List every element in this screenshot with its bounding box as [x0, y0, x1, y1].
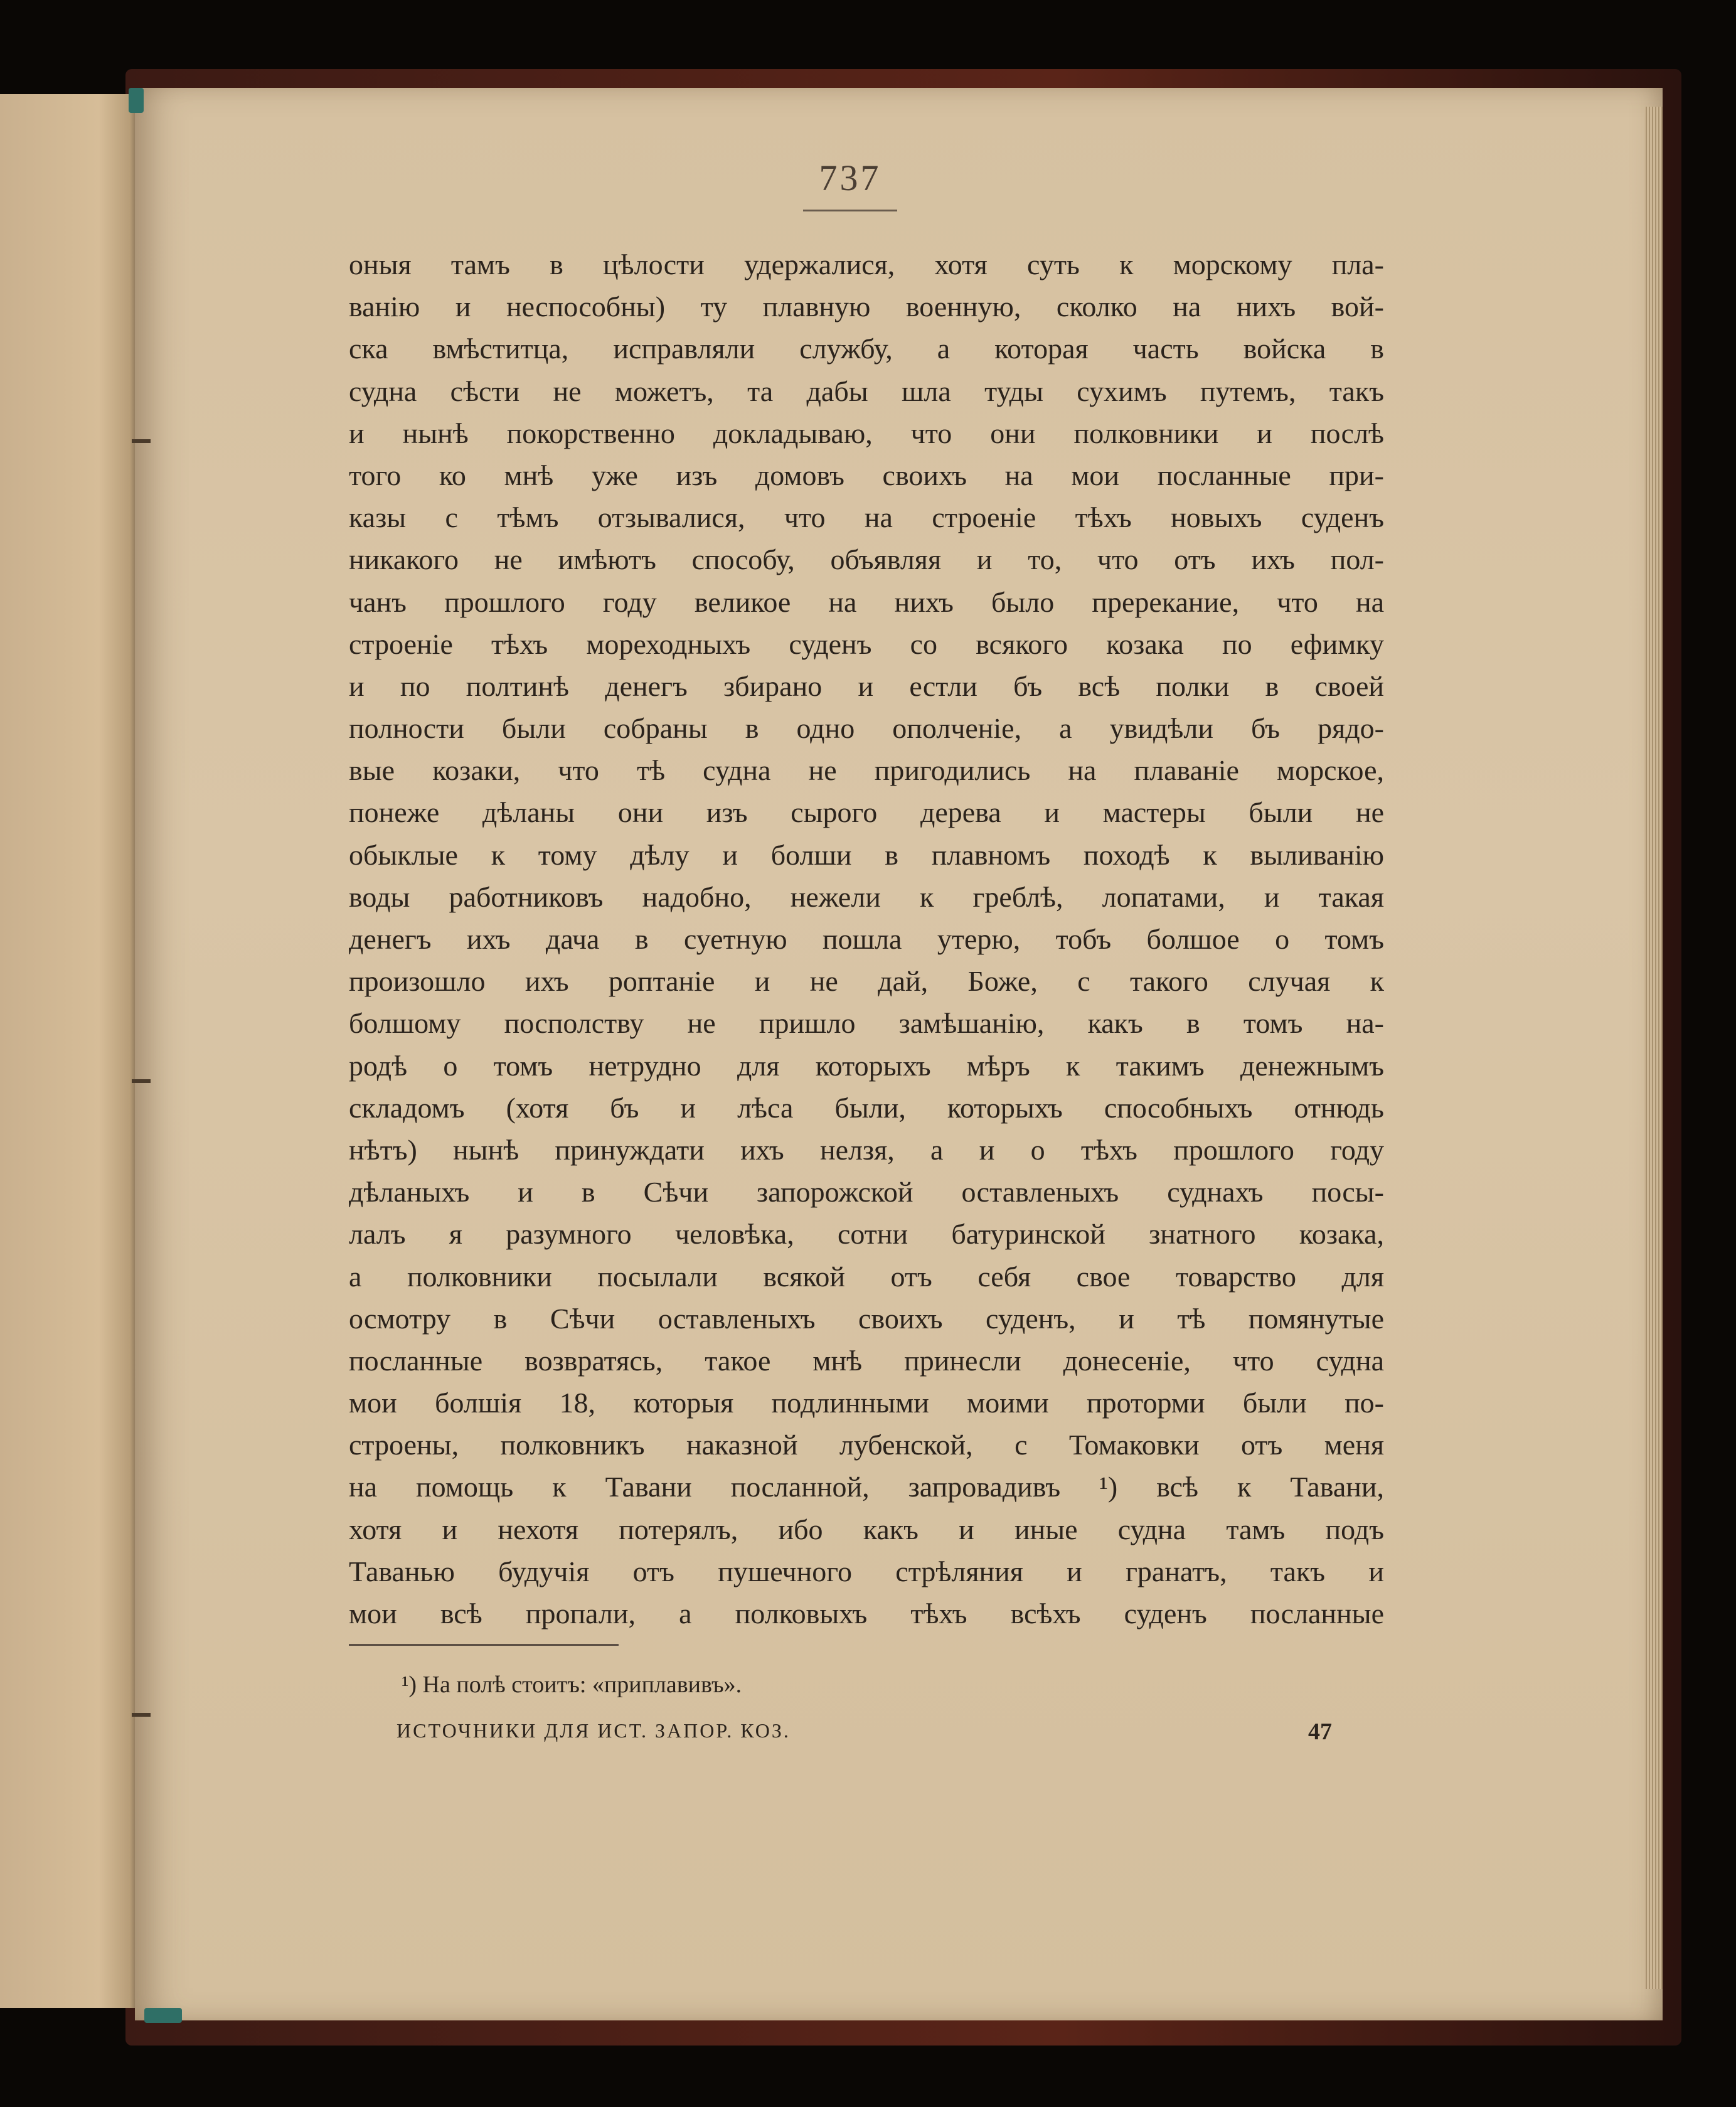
text-line: складомъ (хотя бъ и лѣса были, которыхъ способныхъ отнюдь [349, 1091, 1384, 1124]
text-line: лалъ я разумного человѣка, сотни батуринской знатного козака, [349, 1218, 1384, 1251]
page-number: 737 [819, 157, 881, 198]
footnote-rule [349, 1644, 619, 1646]
text-line: ванію и неспособны) ту плавную военную, сколко на нихъ вой- [349, 291, 1384, 323]
text-line: ска вмѣститца, исправляли службу, а которая часть войска в [349, 333, 1384, 365]
text-line: мои болшія 18, которыя подлинными моими проторми были по- [349, 1387, 1384, 1419]
spine-mark [132, 1079, 151, 1083]
text-line: и по полтинѣ денегъ збирано и естли бъ всѣ полки в своей [349, 669, 1384, 702]
binding-thread [144, 2008, 182, 2023]
text-line: осмотру в Сѣчи оставленыхъ своихъ суденъ, и тѣ помянутые [349, 1302, 1384, 1335]
text-line: того ко мнѣ уже изъ домовъ своихъ на мои посланные при- [349, 459, 1384, 491]
text-line: судна сѣсти не можетъ, та дабы шла туды сухимъ путемъ, такъ [349, 375, 1384, 407]
text-line: полности были собраны в одно ополченіе, а увидѣли бъ рядо- [349, 712, 1384, 745]
text-line: произошло ихъ роптаніе и не дай, Боже, с такого случая к [349, 965, 1384, 998]
text-line: болшому посполству не пришло замѣшанію, какъ в томъ на- [349, 1007, 1384, 1040]
text-line: воды работниковъ надобно, нежели к греблѣ, лопатами, и такая [349, 880, 1384, 913]
text-line: никакого не имѣютъ способу, объявляя и то, что отъ ихъ пол- [349, 543, 1384, 576]
body-text [349, 243, 1384, 1635]
text-line: строеніе тѣхъ мореходныхъ суденъ со всякого козака по ефимку [349, 627, 1384, 660]
text-line: родѣ о томъ нетрудно для которыхъ мѣръ к такимъ денежнымъ [349, 1049, 1384, 1082]
text-line: хотя и нехотя потерялъ, ибо какъ и иные судна тамъ подъ [349, 1513, 1384, 1545]
binding-thread [129, 88, 144, 113]
text-line: денегъ ихъ дача в суетную пошла утерю, тобъ болшое о томъ [349, 923, 1384, 955]
text-line: а полковники посылали всякой отъ себя свое товарство для [349, 1260, 1384, 1293]
text-line: обыклые к тому дѣлу и болши в плавномъ походѣ к выливанію [349, 838, 1384, 871]
text-line: дѣланыхъ и в Сѣчи запорожской оставленыхъ суднахъ посы- [349, 1176, 1384, 1208]
footnote: ¹) На полѣ стоитъ: «приплавивъ». [402, 1672, 742, 1698]
text-line: на помощь к Тавани посланной, запровадивъ ¹) всѣ к Тавани, [349, 1471, 1384, 1503]
text-line: чанъ прошлого году великое на нихъ было пререкание, что на [349, 585, 1384, 618]
text-line: оныя тамъ в цѣлости удержалися, хотя суть к морскому пла- [349, 248, 1384, 280]
text-line: строены, полковникъ наказной лубенской, с Томаковки отъ меня [349, 1429, 1384, 1461]
text-line: Таванью будучія отъ пушечного стрѣляния и гранатъ, такъ и [349, 1555, 1384, 1587]
text-line: казы с тѣмъ отзывалися, что на строеніе тѣхъ новыхъ суденъ [349, 501, 1384, 534]
spine-mark [132, 439, 151, 443]
spine-mark [132, 1713, 151, 1717]
page-stack-edge [1644, 107, 1663, 1989]
text-line: нѣтъ) нынѣ принуждати ихъ нелзя, а и о тѣхъ прошлого году [349, 1133, 1384, 1166]
left-facing-page [0, 94, 141, 2008]
signature-mark: ИСТОЧНИКИ ДЛЯ ИСТ. ЗАПОР. КОЗ. [397, 1719, 791, 1742]
text-line: мои всѣ пропали, а полковыхъ тѣхъ всѣхъ суденъ посланные [349, 1598, 1384, 1630]
sheet-number: 47 [1308, 1719, 1332, 1745]
page-number-rule [803, 210, 897, 211]
text-line: понеже дѣланы они изъ сырого дерева и мастеры были не [349, 796, 1384, 829]
text-line: вые козаки, что тѣ судна не пригодились на плаваніе морское, [349, 754, 1384, 787]
text-line: посланные возвратясь, такое мнѣ принесли донесеніе, что судна [349, 1344, 1384, 1377]
text-line: и нынѣ покорственно докладываю, что они полковники и послѣ [349, 417, 1384, 449]
